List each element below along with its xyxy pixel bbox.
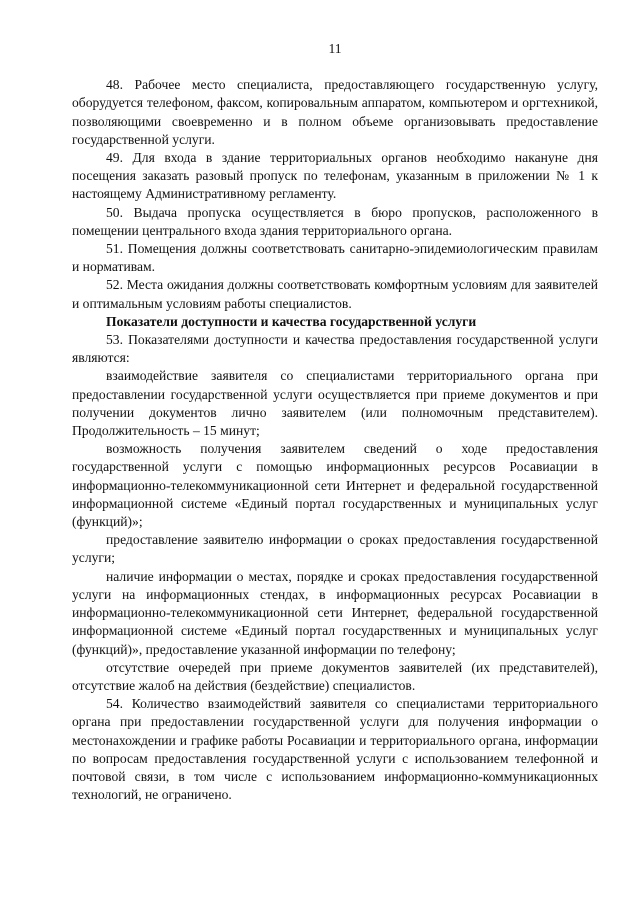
paragraph-51: 51. Помещения должны соответствовать санитарно-эпидемиологическим правилам и нормативам.: [72, 241, 598, 275]
indicator-availability-info: наличие информации о местах, порядке и сроках предоставления государственной услуги на информационных стендах, в информационных ресурсах Росавиации в информационно-телекоммуникационной сети Интернет, федеральной государственной информационной системе «Единый портал государственных и муниципальных услуг (функций)», предоставление указанной информации по телефону;: [72, 568, 598, 657]
indicator-no-queues: отсутствие очередей при приеме документов заявителей (их представителей), отсутствие жалоб на действия (бездействие) специалистов.: [72, 659, 598, 693]
paragraph-52: 52. Места ожидания должны соответствовать комфортным условиям для заявителей и оптимальным условиям работы специалистов.: [72, 277, 598, 311]
indicator-deadlines-info: предоставление заявителю информации о сроках предоставления государственной услуги;: [72, 532, 598, 566]
indicator-interaction: взаимодействие заявителя со специалистами территориального органа при предоставлении государственной услуги осуществляется при приеме документов и при получении документов лично заявителем (или полномочным представителем). Продолжительность – 15 минут;: [72, 368, 598, 439]
indicator-status-info: возможность получения заявителем сведений о ходе предоставления государственной услуги с помощью информационных ресурсов Росавиации в информационно-телекоммуникационной сети Интернет и федеральной государственной информационной системе «Единый портал государственных и муниципальных услуг (функций)»;: [72, 441, 598, 530]
paragraph-53: 53. Показателями доступности и качества предоставления государственной услуги являются:: [72, 332, 598, 366]
paragraph-54: 54. Количество взаимодействий заявителя со специалистами территориального органа при предоставлении государственной услуги для получения информации о местонахождении и графике работы Росавиации и территориального органа, информации по вопросам предоставления государственной услуги с использованием телефонной и почтовой связи, в том числе с использованием информационно-коммуникационных технологий, не ограничено.: [72, 696, 598, 803]
section-heading: Показатели доступности и качества государственной услуги: [106, 313, 477, 329]
paragraph-48: 48. Рабочее место специалиста, предоставляющего государственную услугу, оборудуется телефоном, факсом, копировальным аппаратом, компьютером и оргтехникой, позволяющими своевременно и в полном объеме организовывать предоставление государственной услуги.: [72, 77, 598, 147]
paragraph-49: 49. Для входа в здание территориальных органов необходимо накануне дня посещения заказать разовый пропуск по телефонам, указанным в приложении № 1 к настоящему Административному регламенту.: [72, 150, 598, 202]
page-number: 11: [328, 41, 342, 56]
paragraph-50: 50. Выдача пропуска осуществляется в бюро пропусков, расположенного в помещении центрального входа здания территориального органа.: [72, 204, 598, 238]
